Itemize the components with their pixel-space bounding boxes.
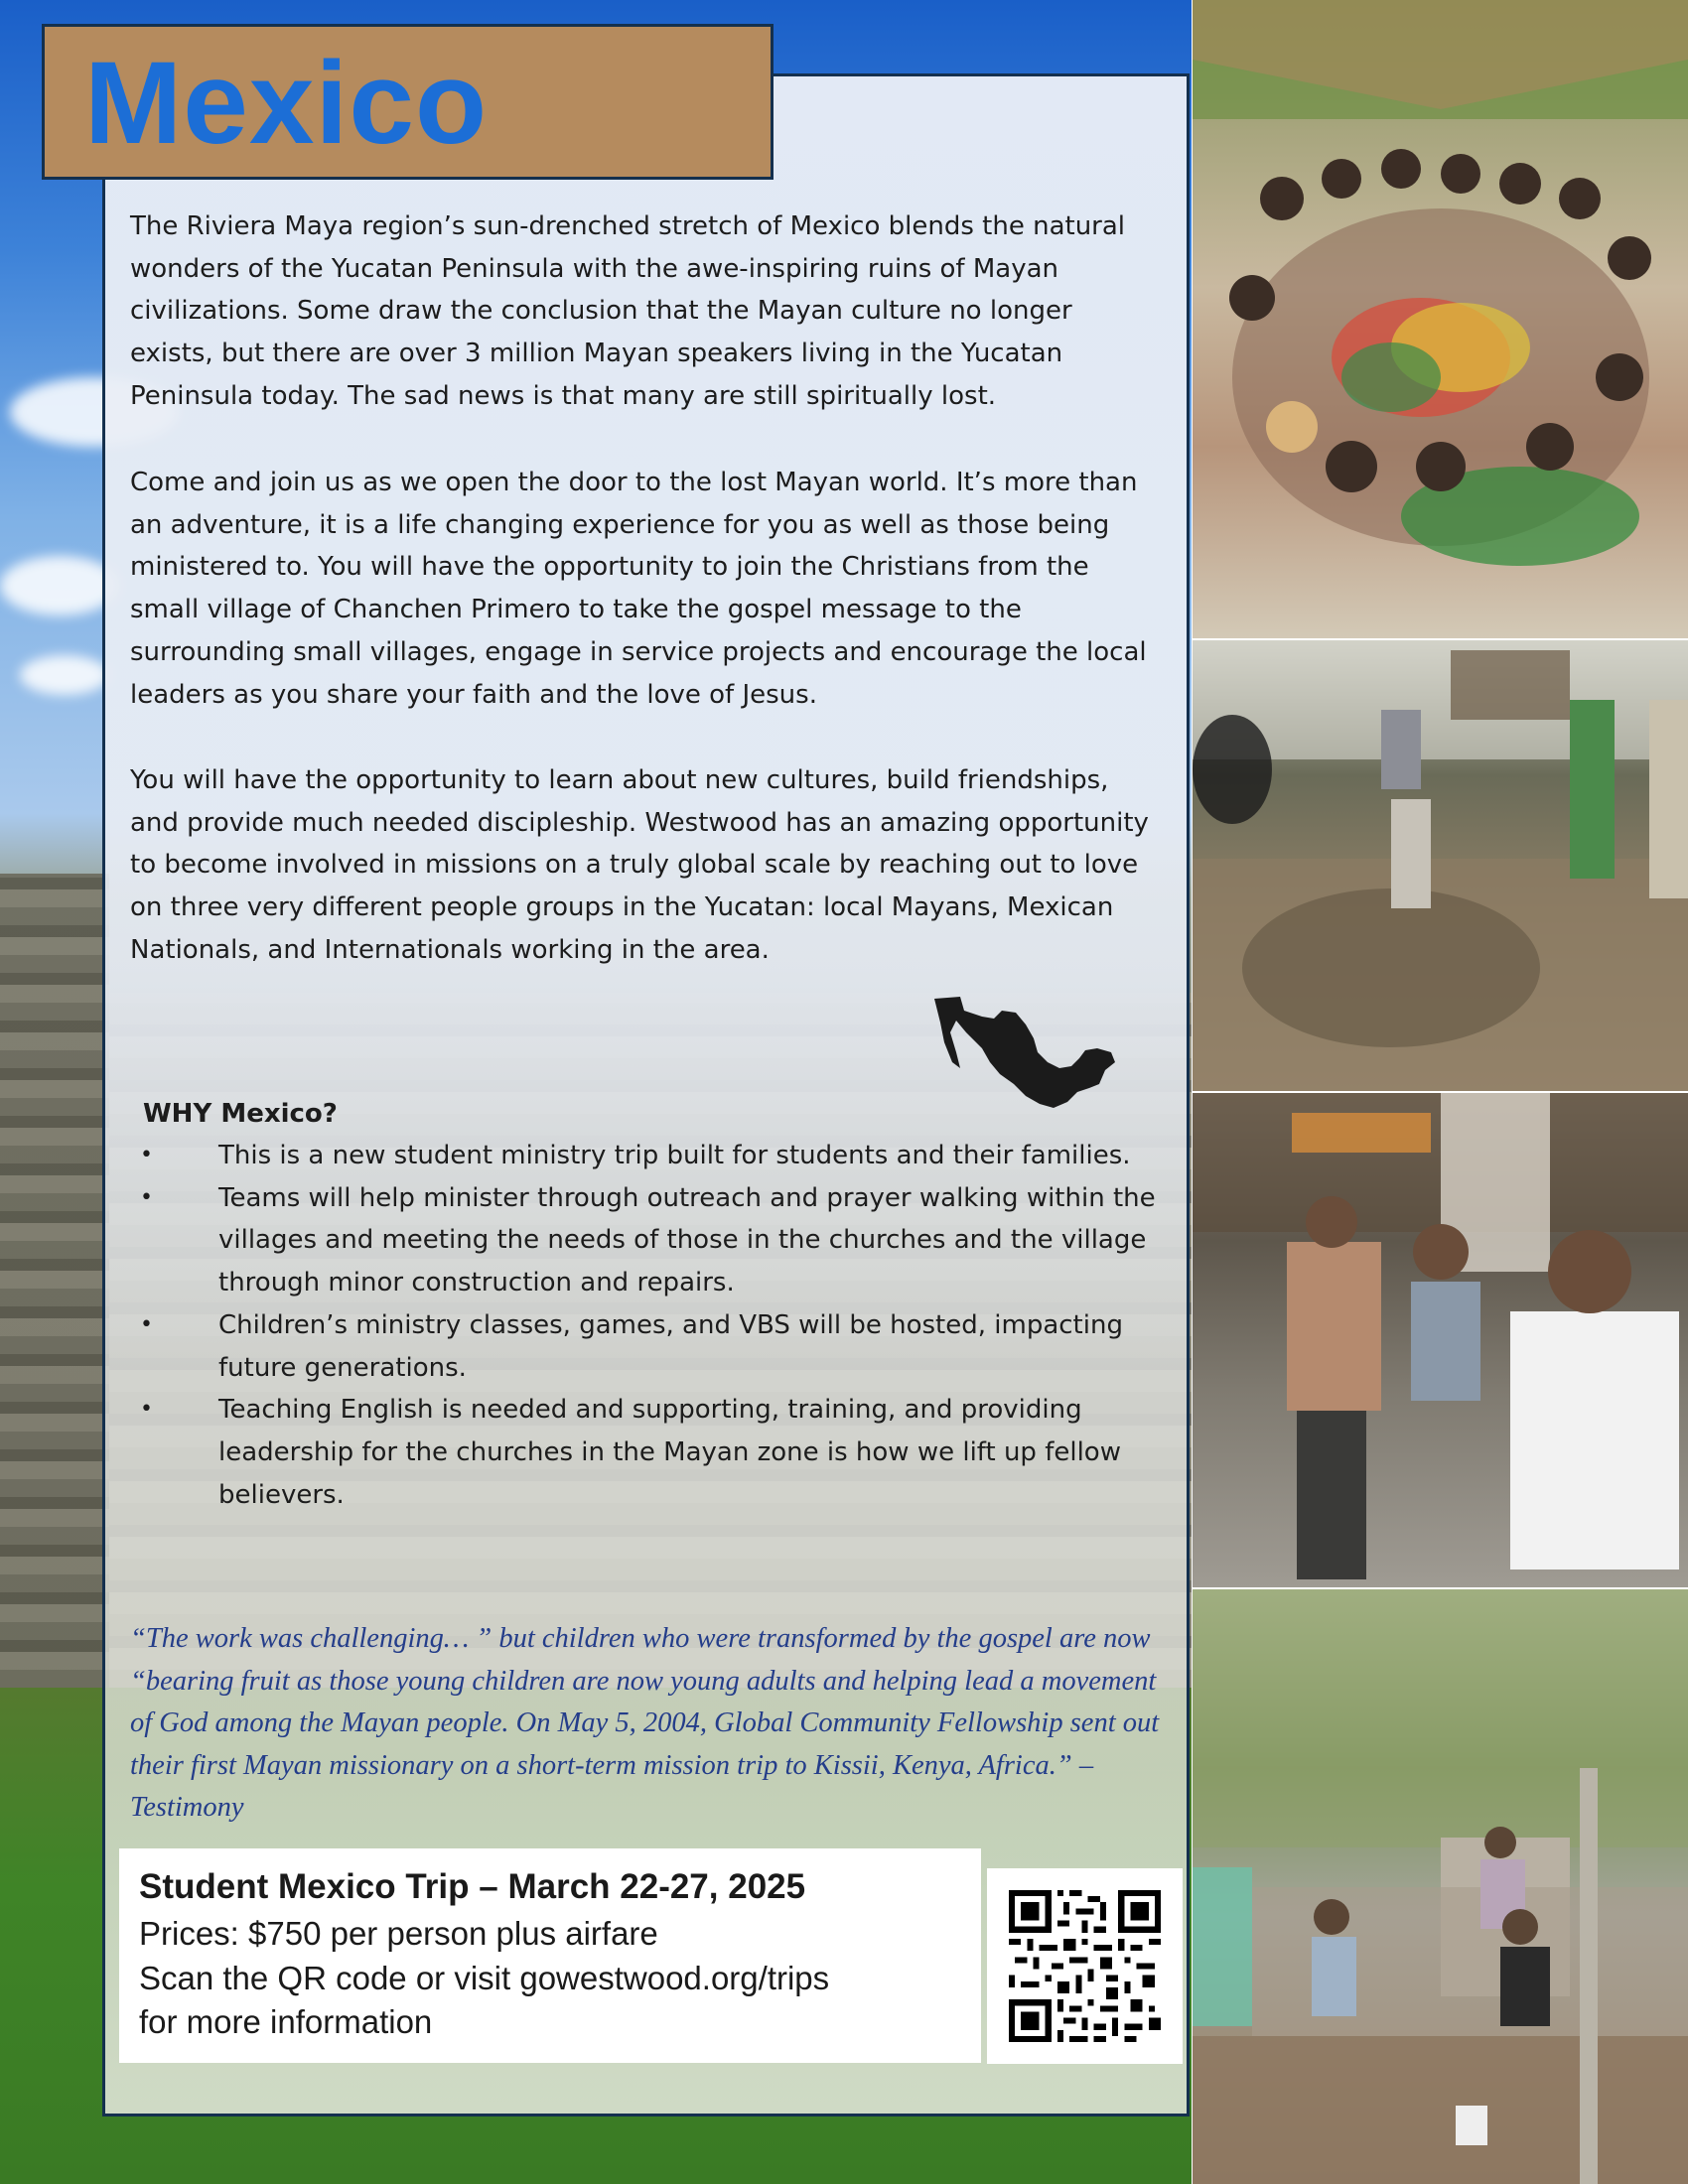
- page-title: Mexico: [84, 38, 489, 169]
- bullet-icon: •: [140, 1311, 153, 1337]
- title-box: [42, 24, 774, 180]
- cloud: [0, 556, 119, 615]
- cloud: [20, 655, 109, 695]
- bullet-text: Teams will help minister through outreach and prayer walking within the villages and meeting the needs of those in the churches and the village through minor construction and repairs.: [218, 1182, 1156, 1298]
- mexico-map-icon: [930, 993, 1119, 1112]
- bullet-icon: •: [140, 1143, 153, 1167]
- trip-title: Student Mexico Trip – March 22-27, 2025: [139, 1867, 806, 1906]
- trip-more-info: for more information: [139, 2003, 433, 2040]
- trip-info-box: [119, 1848, 981, 2063]
- list-item: [130, 1389, 1173, 1516]
- bullet-text: Teaching English is needed and supporting, training, and providing leadership for the churches in the Mayan zone is how we lift up fellow believers.: [218, 1395, 1121, 1510]
- list-item: [130, 1135, 1173, 1177]
- invitation-paragraph: Come and join us as we open the door to the lost Mayan world. It’s more than an adventure, it is a life changing experience for you as well as those being ministered to. You will have the opportunity to join the Christians from the small village of Chanchen Primero to take the gospel message to the surrounding small villages, engage in service projects and encourage the local leaders as you share your faith and the love of Jesus.: [130, 468, 1147, 710]
- list-item: [130, 1304, 1173, 1389]
- bullet-icon: •: [140, 1397, 153, 1423]
- qr-code-icon: [1009, 1890, 1161, 2042]
- testimony-quote: “The work was challenging… ” but children who were transformed by the gospel are now “bearing fruit as those young children are now young adults and helping lead a movement of God among the Mayan people. On May 5, 2004, Global Community Fellowship sent out their first Mayan missionary on a short-term mission trip to Kissii, Kenya, Africa.” – Testimony: [130, 1623, 1160, 1824]
- mexico-shape: [934, 997, 1115, 1108]
- bullet-text: Children’s ministry classes, games, and VBS will be hosted, impacting future generations.: [218, 1309, 1123, 1383]
- why-list: [130, 1135, 1173, 1516]
- why-heading: WHY Mexico?: [143, 1099, 338, 1129]
- bullet-text: This is a new student ministry trip built for students and their families.: [218, 1141, 1131, 1170]
- village-conversation-photo: [1193, 1093, 1688, 1587]
- construction-digging-photo: [1193, 640, 1688, 1091]
- wall-building-photo: [1193, 1589, 1688, 2184]
- trip-price: Prices: $750 per person plus airfare: [139, 1915, 658, 1952]
- intro-paragraph: The Riviera Maya region’s sun-drenched stretch of Mexico blends the natural wonders of the Yucatan Peninsula with the awe-inspiring ruins of Mayan civilizations. Some draw the conclusion that the Mayan culture no longer exists, but there are over 3 million Mayan speakers living in the Yucatan Peninsula today. The sad news is that many are still spiritually lost.: [130, 211, 1126, 411]
- bullet-icon: •: [140, 1184, 153, 1210]
- children-circle-photo: [1193, 0, 1688, 638]
- list-item: [130, 1177, 1173, 1304]
- trip-scan-instructions: Scan the QR code or visit gowestwood.org/trips: [139, 1960, 830, 1996]
- qr-code[interactable]: [987, 1868, 1183, 2064]
- opportunity-paragraph: You will have the opportunity to learn about new cultures, build friendships, and provide much needed discipleship. Westwood has an amazing opportunity to become involved in missions on a truly global scale by reaching out to love on three very different people groups in the Yucatan: local Mayans, Mexican Nationals, and Internationals working in the area.: [130, 765, 1149, 965]
